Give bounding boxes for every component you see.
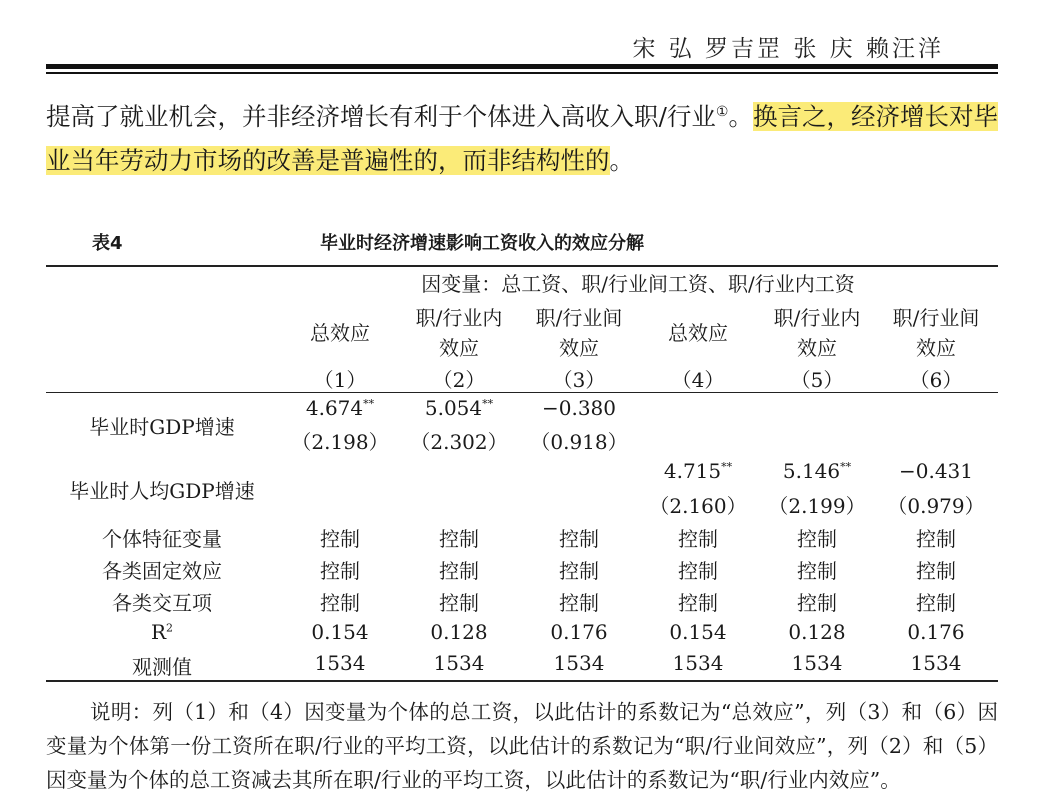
row-label: 毕业时GDP增速 — [89, 415, 235, 439]
standard-error: （0.918） — [530, 430, 628, 454]
column-number: （4） — [671, 368, 725, 392]
column-number: （6） — [909, 368, 963, 392]
table-cell: 控制 — [678, 559, 718, 583]
table-cell: 控制 — [439, 559, 479, 583]
table-cell: 控制 — [678, 527, 718, 551]
column-header-line1: 职/行业内 — [773, 306, 861, 330]
column-header-line2: 效应 — [916, 336, 956, 360]
table-cell: 控制 — [559, 559, 599, 583]
highlighted-text-b: 对毕业当年劳动力市场的改善是普遍性的，而非结构性的 — [46, 102, 999, 175]
table-cell: 0.128 — [430, 620, 488, 644]
column-header: 总效应 — [310, 321, 370, 345]
standard-error: （2.199） — [768, 494, 866, 518]
table-note: 说明：列（1）和（4）因变量为个体的总工资，以此估计的系数记为“总效应”，列（3）和（6）因变量为个体第一份工资所在职/行业的平均工资，以此估计的系数记为“职/行业间效应”，列（2）和（5）因变量为个体的总工资减去其所在职/行业的平均工资，以此估计的系数记为“职/行业内效应”。 — [46, 700, 998, 792]
standard-error: （2.198） — [291, 430, 389, 454]
table-cell: 1534 — [791, 651, 843, 675]
coefficient-number: 4.715 — [663, 459, 722, 483]
row-label: 观测值 — [132, 655, 192, 679]
significance-stars: ** — [482, 397, 494, 411]
table-cell: 1534 — [314, 651, 366, 675]
coefficient-value — [638, 459, 758, 483]
column-number: （3） — [552, 368, 606, 392]
row-label: 各类固定效应 — [102, 559, 222, 583]
body-text-2: 。 — [728, 102, 753, 131]
row-label-r-squared — [47, 620, 277, 644]
body-text-3: 。 — [609, 146, 634, 175]
row-label: 各类交互项 — [112, 591, 212, 615]
table-cell: 控制 — [559, 527, 599, 551]
table-cell: 1534 — [672, 651, 724, 675]
table-cell: 控制 — [439, 527, 479, 551]
table-cell: 1534 — [433, 651, 485, 675]
coefficient-value — [519, 396, 639, 420]
table-cell: 控制 — [320, 527, 360, 551]
table-cell: 1534 — [553, 651, 605, 675]
table-cell: 0.154 — [669, 620, 727, 644]
coefficient-value — [399, 396, 519, 420]
significance-stars: ** — [840, 460, 852, 474]
coefficient-number: −0.380 — [541, 396, 616, 420]
table-cell: 控制 — [439, 591, 479, 615]
table-cell: 1534 — [910, 651, 962, 675]
table-top-rule — [46, 265, 998, 267]
row-label: 个体特征变量 — [102, 527, 222, 551]
coefficient-number: 5.146 — [782, 459, 841, 483]
table-cell: 控制 — [559, 591, 599, 615]
header-authors: 宋 弘 罗吉罡 张 庆 赖汪洋 — [632, 36, 944, 62]
coefficient-number: 4.674 — [305, 396, 364, 420]
table-cell: 控制 — [797, 591, 837, 615]
table-cell: 控制 — [320, 591, 360, 615]
coefficient-number: 5.054 — [424, 396, 483, 420]
table-cell: 控制 — [916, 527, 956, 551]
dependent-variable-header: 因变量：总工资、职/行业间工资、职/行业内工资 — [421, 272, 855, 296]
table-label: 表4 — [92, 233, 123, 254]
highlighted-text-a: 换言之，经济增长 — [752, 102, 949, 131]
column-number: （1） — [313, 368, 367, 392]
row-label: 毕业时人均GDP增速 — [69, 479, 255, 503]
standard-error: （0.979） — [887, 494, 985, 518]
column-number: （2） — [432, 368, 486, 392]
table-cell: 0.176 — [550, 620, 608, 644]
r-squared-base: R — [150, 620, 167, 644]
r-squared-exponent: 2 — [166, 621, 174, 635]
standard-error: （2.160） — [649, 494, 747, 518]
footnote-marker[interactable]: ① — [715, 103, 729, 120]
standard-error: （2.302） — [410, 430, 508, 454]
column-header-line2: 效应 — [559, 336, 599, 360]
table-cell: 控制 — [678, 591, 718, 615]
header-rule-thin — [46, 72, 998, 74]
table-cell: 控制 — [916, 559, 956, 583]
table-cell: 控制 — [916, 591, 956, 615]
table-cell: 控制 — [797, 559, 837, 583]
column-header-line1: 职/行业间 — [535, 306, 623, 330]
column-number: （5） — [790, 368, 844, 392]
table-title: 毕业时经济增速影响工资收入的效应分解 — [320, 233, 644, 254]
coefficient-value — [280, 396, 400, 420]
significance-stars: ** — [721, 460, 733, 474]
coefficient-value — [757, 459, 877, 483]
coefficient-value — [876, 459, 996, 483]
column-header-line1: 职/行业内 — [415, 306, 503, 330]
table-cell: 控制 — [797, 527, 837, 551]
column-header-line2: 效应 — [439, 336, 479, 360]
table-cell: 0.154 — [311, 620, 369, 644]
significance-stars: ** — [363, 397, 375, 411]
body-paragraph — [46, 95, 998, 183]
header-rule-thick — [46, 64, 998, 69]
body-text-1: 提高了就业机会，并非经济增长有利于个体进入高收入职/行业 — [46, 102, 716, 131]
table-bottom-rule — [46, 680, 998, 682]
table-cell: 控制 — [320, 559, 360, 583]
table-cell: 0.176 — [907, 620, 965, 644]
coefficient-number: −0.431 — [898, 459, 973, 483]
table-caption — [0, 229, 1048, 255]
column-header-line1: 职/行业间 — [892, 306, 980, 330]
column-header-line2: 效应 — [797, 336, 837, 360]
column-header: 总效应 — [668, 321, 728, 345]
table-cell: 0.128 — [788, 620, 846, 644]
